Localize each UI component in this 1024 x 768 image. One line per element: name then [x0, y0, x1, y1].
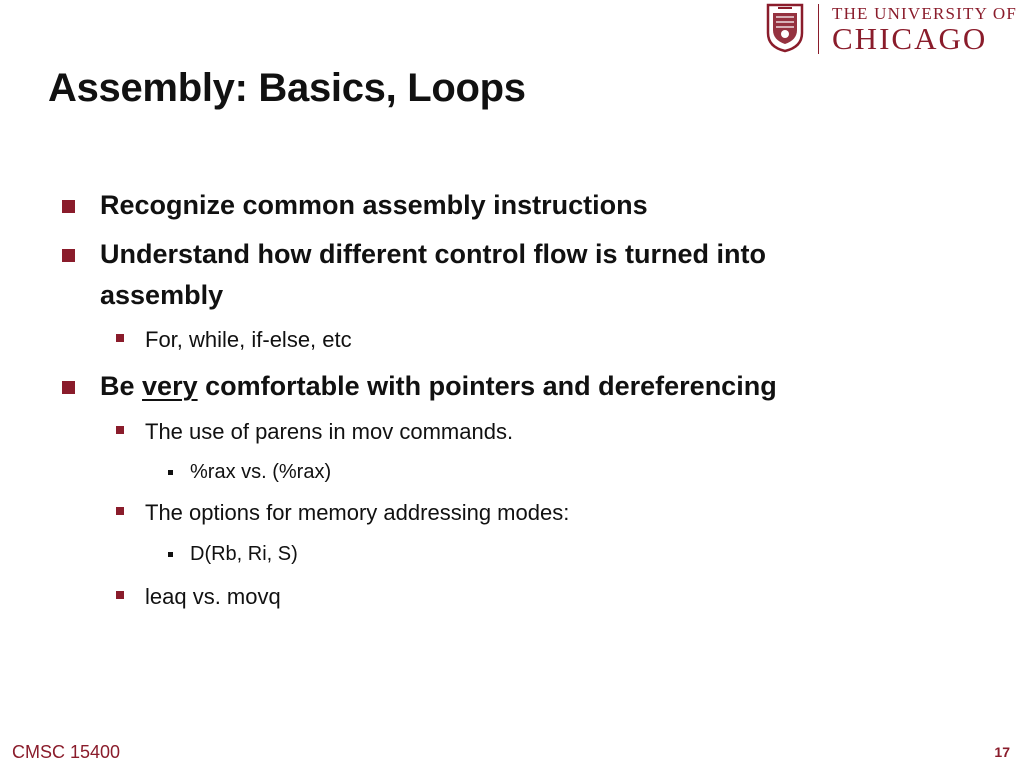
square-bullet-icon: [62, 200, 75, 213]
subbullet-text: For, while, if-else, etc: [145, 327, 352, 352]
subsubbullet-rax-comparison: [190, 457, 331, 487]
bullet-text-prefix: Be: [100, 371, 143, 401]
logo-divider: [818, 4, 819, 54]
subbullet-parens-mov: [145, 417, 513, 447]
bullet-control-flow-continuation: [100, 275, 223, 316]
university-shield-icon: [766, 3, 804, 53]
bullet-text: Recognize common assembly instructions: [100, 190, 648, 220]
small-square-bullet-icon: [116, 334, 124, 342]
subbullet-text: The options for memory addressing modes:: [145, 500, 570, 525]
bullet-recognize-instructions: [100, 185, 648, 226]
course-footer: CMSC 15400: [12, 742, 121, 762]
university-logo: [766, 2, 1024, 58]
tiny-square-bullet-icon: [168, 552, 173, 557]
bullet-control-flow: [100, 234, 766, 275]
square-bullet-icon: [62, 249, 75, 262]
logo-text-line2: CHICAGO: [832, 21, 988, 56]
tiny-square-bullet-icon: [168, 470, 173, 475]
bullet-text: Understand how different control flow is turned into: [100, 239, 766, 269]
bullet-text-suffix: comfortable with pointers and dereferencing: [197, 371, 777, 401]
square-bullet-icon: [62, 381, 75, 394]
subbullet-text: leaq vs. movq: [145, 584, 281, 609]
subsubbullet-text: %rax vs. (%rax): [190, 461, 332, 483]
bullet-emphasis: very: [142, 371, 198, 401]
subbullet-loop-types: [145, 325, 352, 355]
subbullet-text: The use of parens in mov commands.: [145, 419, 514, 444]
bullet-pointers-dereferencing: [100, 366, 777, 407]
slide-number: 17: [994, 744, 1010, 760]
small-square-bullet-icon: [116, 507, 124, 515]
logo-text-line1: THE UNIVERSITY OF: [832, 4, 1018, 23]
small-square-bullet-icon: [116, 426, 124, 434]
subbullet-addressing-modes: [145, 498, 569, 528]
subsubbullet-addressing-formula: [190, 539, 298, 569]
small-square-bullet-icon: [116, 591, 124, 599]
subsubbullet-text: D(Rb, Ri, S): [190, 543, 298, 565]
subbullet-leaq-movq: [145, 582, 281, 612]
slide-title: Assembly: Basics, Loops: [48, 66, 526, 110]
bullet-text: assembly: [100, 280, 224, 310]
